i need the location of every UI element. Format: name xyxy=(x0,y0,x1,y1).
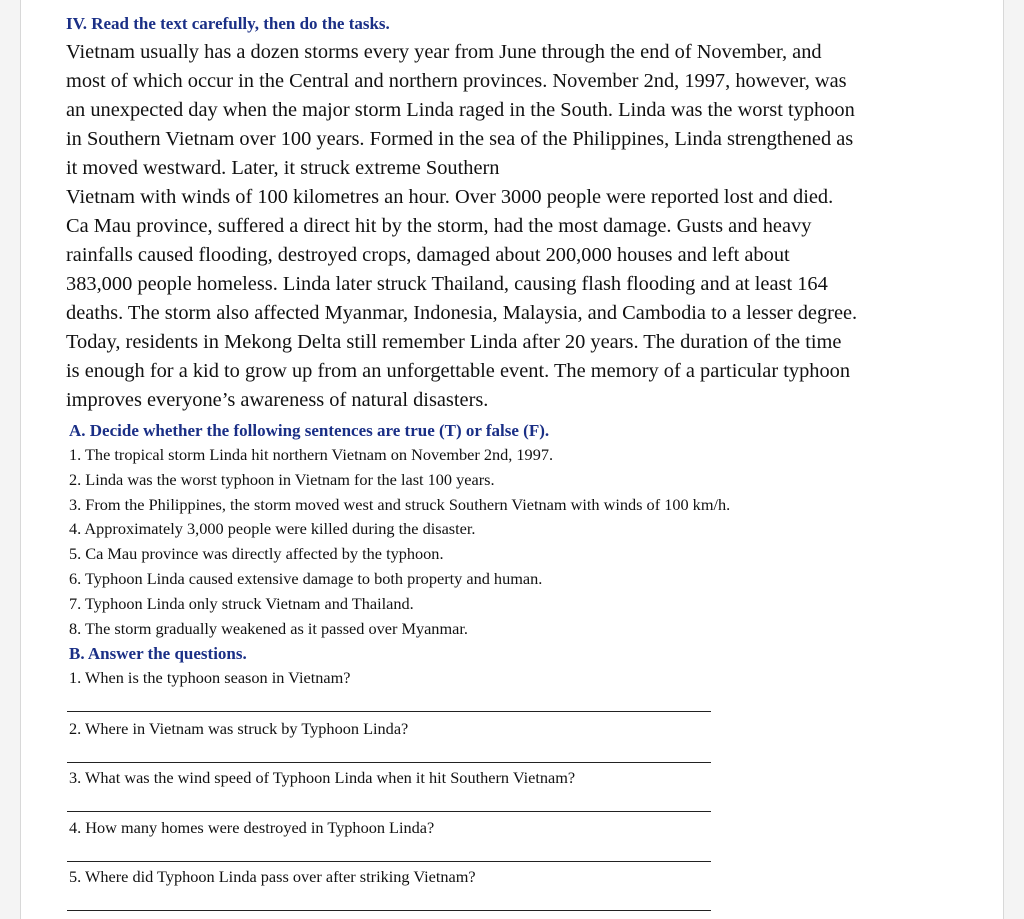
passage-line: most of which occur in the Central and northern provinces. November 2nd, 1997, however, was xyxy=(66,70,847,92)
true-false-statement: 4. Approximately 3,000 people were killed during the disaster. xyxy=(69,519,476,538)
part-b-heading: B. Answer the questions. xyxy=(69,644,247,663)
passage-line: Vietnam usually has a dozen storms every year from June through the end of November, and xyxy=(66,41,822,63)
passage-line: it moved westward. Later, it struck extreme Southern xyxy=(66,157,500,179)
question: 4. How many homes were destroyed in Typhoon Linda? xyxy=(69,818,435,837)
answer-line[interactable] xyxy=(67,910,711,911)
true-false-statement: 3. From the Philippines, the storm moved west and struck Southern Vietnam with winds of 100 km/h. xyxy=(69,495,731,514)
passage-line: deaths. The storm also affected Myanmar, Indonesia, Malaysia, and Cambodia to a lesser degree. xyxy=(66,302,858,324)
question: 1. When is the typhoon season in Vietnam? xyxy=(69,668,351,687)
question: 2. Where in Vietnam was struck by Typhoon Linda? xyxy=(69,719,409,738)
answer-line[interactable] xyxy=(67,762,711,763)
true-false-statement: 2. Linda was the worst typhoon in Vietnam for the last 100 years. xyxy=(69,470,495,489)
part-a-heading: A. Decide whether the following sentences are true (T) or false (F). xyxy=(69,421,550,440)
passage-line: is enough for a kid to grow up from an unforgettable event. The memory of a particular typhoon xyxy=(66,360,851,382)
section-title: IV. Read the text carefully, then do the tasks. xyxy=(66,14,390,33)
passage-line: in Southern Vietnam over 100 years. Formed in the sea of the Philippines, Linda strengthened as xyxy=(66,128,854,150)
reading-passage xyxy=(66,38,986,415)
true-false-statement: 5. Ca Mau province was directly affected by the typhoon. xyxy=(69,544,444,563)
question: 5. Where did Typhoon Linda pass over after striking Vietnam? xyxy=(69,867,476,886)
question: 3. What was the wind speed of Typhoon Linda when it hit Southern Vietnam? xyxy=(69,768,576,787)
answer-line[interactable] xyxy=(67,711,711,712)
passage-line: 383,000 people homeless. Linda later struck Thailand, causing flash flooding and at least 164 xyxy=(66,273,828,295)
passage-line: Today, residents in Mekong Delta still remember Linda after 20 years. The duration of the time xyxy=(66,331,842,353)
document-page xyxy=(20,0,1004,919)
true-false-statement: 7. Typhoon Linda only struck Vietnam and Thailand. xyxy=(69,594,414,613)
passage-line: rainfalls caused flooding, destroyed crops, damaged about 200,000 houses and left about xyxy=(66,244,790,266)
true-false-statement: 8. The storm gradually weakened as it passed over Myanmar. xyxy=(69,619,468,638)
passage-line: improves everyone’s awareness of natural disasters. xyxy=(66,389,489,411)
passage-line: Ca Mau province, suffered a direct hit by the storm, had the most damage. Gusts and heavy xyxy=(66,215,812,237)
passage-line: Vietnam with winds of 100 kilometres an hour. Over 3000 people were reported lost and died. xyxy=(66,186,834,208)
true-false-statement: 6. Typhoon Linda caused extensive damage to both property and human. xyxy=(69,569,543,588)
passage-line: an unexpected day when the major storm Linda raged in the South. Linda was the worst typhoon xyxy=(66,99,855,121)
answer-line[interactable] xyxy=(67,861,711,862)
true-false-statement: 1. The tropical storm Linda hit northern Vietnam on November 2nd, 1997. xyxy=(69,445,554,464)
answer-line[interactable] xyxy=(67,811,711,812)
